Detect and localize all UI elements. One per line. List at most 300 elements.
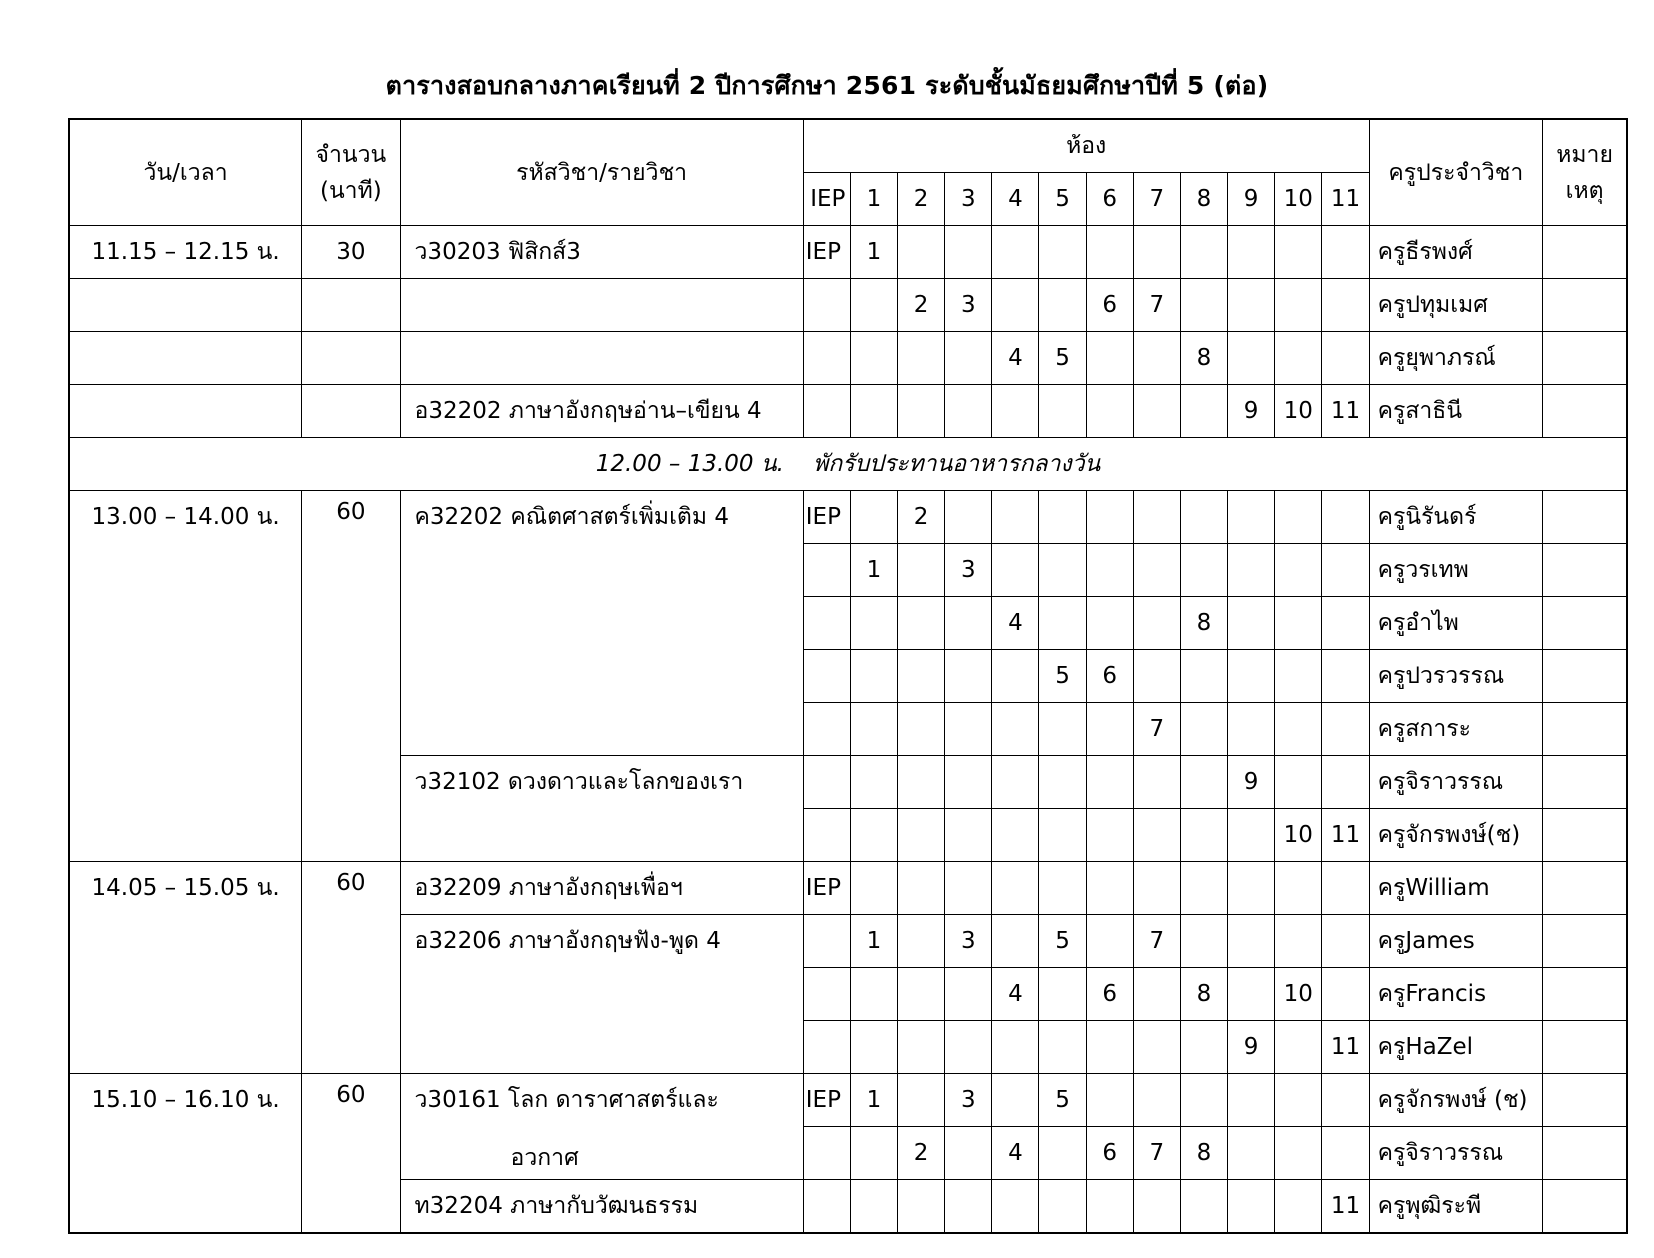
- subject-cell: [400, 1074, 803, 1180]
- room-cell: [992, 491, 1039, 544]
- room-cell: [850, 650, 897, 703]
- room-cell: [803, 915, 850, 968]
- header-subject: รหัสวิชา/รายวิชา: [400, 119, 803, 226]
- lunch-cell: [69, 438, 1627, 491]
- remark-cell: [1543, 915, 1627, 968]
- room-cell: [992, 809, 1039, 862]
- room-cell: [1086, 226, 1133, 279]
- room-cell: [1275, 1127, 1322, 1180]
- room-cell: [1133, 1021, 1180, 1074]
- table-row: [69, 1074, 1627, 1127]
- duration-cell: [302, 385, 400, 438]
- room-cell: [898, 703, 945, 756]
- remark-cell: [1543, 650, 1627, 703]
- room-cell: [1086, 915, 1133, 968]
- room-cell: [1275, 703, 1322, 756]
- header-room-10: 10: [1275, 173, 1322, 226]
- room-cell: [1039, 1180, 1086, 1234]
- room-cell: [1086, 1021, 1133, 1074]
- room-cell: [1039, 544, 1086, 597]
- room-cell: [992, 1180, 1039, 1234]
- room-cell: [850, 1127, 897, 1180]
- table-row: [69, 862, 1627, 915]
- header-room-5: 5: [1039, 173, 1086, 226]
- header-room-8: 8: [1180, 173, 1227, 226]
- room-cell: 5: [1039, 650, 1086, 703]
- room-cell: 3: [945, 279, 992, 332]
- room-cell: [803, 968, 850, 1021]
- header-room-4: 4: [992, 173, 1039, 226]
- header-duration: [302, 119, 400, 226]
- subject-cell: [400, 279, 803, 332]
- room-cell: [1133, 809, 1180, 862]
- room-cell: [945, 332, 992, 385]
- room-cell: [1039, 756, 1086, 809]
- room-cell: 8: [1180, 332, 1227, 385]
- room-cell: [945, 597, 992, 650]
- room-cell: [1322, 544, 1369, 597]
- room-cell: 5: [1039, 1074, 1086, 1127]
- room-cell: 8: [1180, 1127, 1227, 1180]
- room-cell: [1133, 1074, 1180, 1127]
- room-cell: 3: [945, 544, 992, 597]
- subject-cell: อ32202 ภาษาอังกฤษอ่าน–เขียน 4: [400, 385, 803, 438]
- room-cell: IEP: [803, 491, 850, 544]
- room-cell: [898, 756, 945, 809]
- room-cell: [1228, 809, 1275, 862]
- room-cell: [1180, 915, 1227, 968]
- room-cell: [1275, 915, 1322, 968]
- room-cell: [803, 756, 850, 809]
- header-room-iep: IEP: [803, 173, 850, 226]
- page-title: ตารางสอบกลางภาคเรียนที่ 2 ปีการศึกษา 2561 ระดับชั้นมัธยมศึกษาปีที่ 5 (ต่อ): [385, 71, 1269, 100]
- room-cell: [945, 650, 992, 703]
- room-cell: [1275, 650, 1322, 703]
- room-cell: [803, 1127, 850, 1180]
- room-cell: [1180, 756, 1227, 809]
- room-cell: [1275, 1074, 1322, 1127]
- room-cell: [1228, 915, 1275, 968]
- room-cell: [850, 597, 897, 650]
- room-cell: [1039, 703, 1086, 756]
- room-cell: [1086, 756, 1133, 809]
- room-cell: [1322, 279, 1369, 332]
- room-cell: [945, 385, 992, 438]
- room-cell: 3: [945, 915, 992, 968]
- remark-cell: [1543, 1180, 1627, 1234]
- lunch-row: [69, 438, 1627, 491]
- room-cell: [898, 332, 945, 385]
- subject-cell: ว30203 ฟิสิกส์3: [400, 226, 803, 279]
- room-cell: [945, 809, 992, 862]
- room-cell: [1228, 1127, 1275, 1180]
- room-cell: [803, 703, 850, 756]
- room-cell: [1275, 862, 1322, 915]
- room-cell: IEP: [803, 862, 850, 915]
- room-cell: [803, 544, 850, 597]
- room-cell: [1275, 597, 1322, 650]
- room-cell: 9: [1228, 385, 1275, 438]
- room-cell: [1275, 279, 1322, 332]
- room-cell: 4: [992, 968, 1039, 1021]
- room-cell: [850, 385, 897, 438]
- room-cell: [850, 1180, 897, 1234]
- room-cell: [898, 968, 945, 1021]
- room-cell: [1133, 597, 1180, 650]
- teacher-cell: ครูยุพาภรณ์: [1369, 332, 1543, 385]
- room-cell: [992, 544, 1039, 597]
- table-row: [69, 279, 1627, 332]
- room-cell: [1322, 968, 1369, 1021]
- room-cell: [1228, 491, 1275, 544]
- teacher-cell: ครูจิราวรรณ: [1369, 1127, 1543, 1180]
- lunch-time: 12.00 – 13.00 น.: [595, 451, 784, 477]
- room-cell: [1322, 491, 1369, 544]
- room-cell: [1086, 703, 1133, 756]
- teacher-cell: ครูพุฒิระพี: [1369, 1180, 1543, 1234]
- room-cell: [1133, 968, 1180, 1021]
- room-cell: 10: [1275, 385, 1322, 438]
- room-cell: [1228, 226, 1275, 279]
- room-cell: [945, 756, 992, 809]
- header-rooms: ห้อง: [803, 119, 1369, 173]
- room-cell: [992, 279, 1039, 332]
- room-cell: [1086, 332, 1133, 385]
- header-duration-line1: จำนวน: [315, 141, 387, 168]
- room-cell: IEP: [803, 226, 850, 279]
- teacher-cell: ครูFrancis: [1369, 968, 1543, 1021]
- remark-cell: [1543, 1021, 1627, 1074]
- header-room-2: 2: [898, 173, 945, 226]
- room-cell: [1086, 544, 1133, 597]
- room-cell: [992, 1021, 1039, 1074]
- header-remark: [1543, 119, 1627, 226]
- room-cell: 9: [1228, 1021, 1275, 1074]
- room-cell: [1133, 650, 1180, 703]
- room-cell: [898, 226, 945, 279]
- header-room-6: 6: [1086, 173, 1133, 226]
- room-cell: 8: [1180, 597, 1227, 650]
- teacher-cell: ครูWilliam: [1369, 862, 1543, 915]
- room-cell: [1322, 703, 1369, 756]
- room-cell: [803, 809, 850, 862]
- room-cell: [1180, 491, 1227, 544]
- room-cell: [1133, 1180, 1180, 1234]
- room-cell: [898, 1074, 945, 1127]
- room-cell: [850, 756, 897, 809]
- room-cell: 11: [1322, 809, 1369, 862]
- subject-cell: อ32209 ภาษาอังกฤษเพื่อฯ: [400, 862, 803, 915]
- remark-cell: [1543, 1074, 1627, 1127]
- room-cell: [1039, 226, 1086, 279]
- teacher-cell: ครูจักรพงษ์ (ช): [1369, 1074, 1543, 1127]
- subject-cell: ว32102 ดวงดาวและโลกของเรา: [400, 756, 803, 862]
- room-cell: [992, 1074, 1039, 1127]
- room-cell: [1039, 809, 1086, 862]
- room-cell: [1086, 597, 1133, 650]
- table-row: [69, 332, 1627, 385]
- room-cell: [1322, 226, 1369, 279]
- remark-cell: [1543, 332, 1627, 385]
- room-cell: [945, 968, 992, 1021]
- teacher-cell: ครูจักรพงษ์(ช): [1369, 809, 1543, 862]
- room-cell: [1228, 1074, 1275, 1127]
- room-cell: 7: [1133, 703, 1180, 756]
- remark-cell: [1543, 968, 1627, 1021]
- room-cell: [1039, 1127, 1086, 1180]
- room-cell: [1228, 703, 1275, 756]
- remark-cell: [1543, 862, 1627, 915]
- room-cell: [803, 650, 850, 703]
- room-cell: [1275, 491, 1322, 544]
- room-cell: [1133, 544, 1180, 597]
- room-cell: [898, 1180, 945, 1234]
- room-cell: 10: [1275, 809, 1322, 862]
- room-cell: [898, 862, 945, 915]
- room-cell: IEP: [803, 1074, 850, 1127]
- room-cell: [1133, 862, 1180, 915]
- room-cell: [1322, 862, 1369, 915]
- room-cell: [992, 650, 1039, 703]
- room-cell: [1322, 650, 1369, 703]
- teacher-cell: ครูJames: [1369, 915, 1543, 968]
- room-cell: 7: [1133, 1127, 1180, 1180]
- header-room-7: 7: [1133, 173, 1180, 226]
- room-cell: [1039, 1021, 1086, 1074]
- room-cell: [1275, 332, 1322, 385]
- room-cell: 4: [992, 332, 1039, 385]
- room-cell: [992, 385, 1039, 438]
- room-cell: [1133, 385, 1180, 438]
- room-cell: [1039, 385, 1086, 438]
- header-time: วัน/เวลา: [69, 119, 302, 226]
- room-cell: [1275, 544, 1322, 597]
- room-cell: [803, 279, 850, 332]
- room-cell: [850, 968, 897, 1021]
- room-cell: [1039, 862, 1086, 915]
- room-cell: [1228, 862, 1275, 915]
- header-room-9: 9: [1228, 173, 1275, 226]
- table-row: [69, 491, 1627, 544]
- room-cell: 3: [945, 1074, 992, 1127]
- room-cell: 11: [1322, 1021, 1369, 1074]
- room-cell: [1322, 1127, 1369, 1180]
- time-cell: 11.15 – 12.15 น.: [69, 226, 302, 279]
- room-cell: [850, 279, 897, 332]
- room-cell: [1322, 915, 1369, 968]
- teacher-cell: ครูปวรวรรณ: [1369, 650, 1543, 703]
- room-cell: [1275, 226, 1322, 279]
- room-cell: [1133, 332, 1180, 385]
- room-cell: [1275, 756, 1322, 809]
- room-cell: [1180, 1021, 1227, 1074]
- header-remark-line2: เหตุ: [1565, 177, 1604, 204]
- room-cell: [803, 597, 850, 650]
- teacher-cell: ครูอำไพ: [1369, 597, 1543, 650]
- teacher-cell: ครูจิราวรรณ: [1369, 756, 1543, 809]
- header-teacher: ครูประจำวิชา: [1369, 119, 1543, 226]
- room-cell: 5: [1039, 332, 1086, 385]
- subject-line1: ว30161 โลก ดาราศาสตร์และ: [414, 1087, 719, 1113]
- room-cell: [898, 597, 945, 650]
- room-cell: 11: [1322, 1180, 1369, 1234]
- time-cell: 13.00 – 14.00 น.: [69, 491, 302, 862]
- room-cell: [1086, 491, 1133, 544]
- room-cell: 1: [850, 1074, 897, 1127]
- room-cell: [945, 491, 992, 544]
- room-cell: [1180, 703, 1227, 756]
- remark-cell: [1543, 809, 1627, 862]
- subject-cell: อ32206 ภาษาอังกฤษฟัง-พูด 4: [400, 915, 803, 1074]
- remark-cell: [1543, 385, 1627, 438]
- room-cell: [1086, 1180, 1133, 1234]
- remark-cell: [1543, 279, 1627, 332]
- subject-cell: ค32202 คณิตศาสตร์เพิ่มเติม 4: [400, 491, 803, 756]
- room-cell: [850, 1021, 897, 1074]
- room-cell: [1322, 597, 1369, 650]
- room-cell: [1322, 1074, 1369, 1127]
- room-cell: [1228, 968, 1275, 1021]
- remark-cell: [1543, 1127, 1627, 1180]
- room-cell: 9: [1228, 756, 1275, 809]
- room-cell: [1228, 279, 1275, 332]
- room-cell: [850, 491, 897, 544]
- header-room-1: 1: [850, 173, 897, 226]
- room-cell: [803, 332, 850, 385]
- room-cell: [898, 1021, 945, 1074]
- room-cell: [1275, 1180, 1322, 1234]
- room-cell: [1180, 385, 1227, 438]
- room-cell: [1180, 279, 1227, 332]
- room-cell: [1322, 332, 1369, 385]
- room-cell: [803, 1021, 850, 1074]
- room-cell: [1228, 544, 1275, 597]
- room-cell: [850, 703, 897, 756]
- room-cell: [1180, 226, 1227, 279]
- room-cell: 11: [1322, 385, 1369, 438]
- room-cell: 4: [992, 597, 1039, 650]
- duration-cell: 30: [302, 226, 400, 279]
- room-cell: 6: [1086, 279, 1133, 332]
- room-cell: [1228, 1180, 1275, 1234]
- room-cell: 6: [1086, 968, 1133, 1021]
- room-cell: 2: [898, 1127, 945, 1180]
- remark-cell: [1543, 544, 1627, 597]
- header-remark-line1: หมาย: [1556, 141, 1613, 168]
- room-cell: 5: [1039, 915, 1086, 968]
- room-cell: 1: [850, 226, 897, 279]
- room-cell: [1180, 1074, 1227, 1127]
- room-cell: [1086, 809, 1133, 862]
- room-cell: [1180, 544, 1227, 597]
- room-cell: [1322, 756, 1369, 809]
- room-cell: [945, 226, 992, 279]
- room-cell: [898, 915, 945, 968]
- teacher-cell: ครูสาธินี: [1369, 385, 1543, 438]
- room-cell: [1133, 756, 1180, 809]
- room-cell: [1180, 862, 1227, 915]
- table-row: [69, 385, 1627, 438]
- room-cell: [1039, 968, 1086, 1021]
- room-cell: 1: [850, 915, 897, 968]
- time-cell: 15.10 – 16.10 น.: [69, 1074, 302, 1234]
- teacher-cell: ครูนิรันดร์: [1369, 491, 1543, 544]
- room-cell: [1086, 862, 1133, 915]
- room-cell: [992, 915, 1039, 968]
- room-cell: 6: [1086, 1127, 1133, 1180]
- room-cell: [1039, 597, 1086, 650]
- room-cell: [850, 332, 897, 385]
- room-cell: [1086, 385, 1133, 438]
- room-cell: [898, 385, 945, 438]
- room-cell: [945, 862, 992, 915]
- room-cell: 10: [1275, 968, 1322, 1021]
- table-row: [69, 226, 1627, 279]
- room-cell: 2: [898, 279, 945, 332]
- header-room-11: 11: [1322, 173, 1369, 226]
- room-cell: 4: [992, 1127, 1039, 1180]
- room-cell: [803, 1180, 850, 1234]
- room-cell: [1275, 1021, 1322, 1074]
- room-cell: [898, 544, 945, 597]
- time-cell: 14.05 – 15.05 น.: [69, 862, 302, 1074]
- room-cell: 7: [1133, 279, 1180, 332]
- room-cell: [992, 862, 1039, 915]
- time-cell: [69, 385, 302, 438]
- room-cell: [992, 756, 1039, 809]
- duration-cell: [302, 279, 400, 332]
- room-cell: [992, 703, 1039, 756]
- duration-cell: 60: [302, 862, 400, 1074]
- duration-cell: [302, 332, 400, 385]
- room-cell: 7: [1133, 915, 1180, 968]
- header-duration-line2: (นาที): [319, 177, 382, 204]
- room-cell: [803, 385, 850, 438]
- duration-cell: 60: [302, 1074, 400, 1234]
- subject-cell: [400, 332, 803, 385]
- room-cell: [850, 809, 897, 862]
- room-cell: [1180, 650, 1227, 703]
- remark-cell: [1543, 756, 1627, 809]
- header-room-3: 3: [945, 173, 992, 226]
- remark-cell: [1543, 226, 1627, 279]
- subject-cell: ท32204 ภาษากับวัฒนธรรม: [400, 1180, 803, 1234]
- remark-cell: [1543, 491, 1627, 544]
- teacher-cell: ครูธีรพงศ์: [1369, 226, 1543, 279]
- teacher-cell: ครูHaZel: [1369, 1021, 1543, 1074]
- room-cell: [1039, 491, 1086, 544]
- room-cell: [898, 809, 945, 862]
- room-cell: [1180, 1180, 1227, 1234]
- room-cell: [898, 650, 945, 703]
- room-cell: [1228, 597, 1275, 650]
- room-cell: [1133, 226, 1180, 279]
- teacher-cell: ครูวรเทพ: [1369, 544, 1543, 597]
- room-cell: 6: [1086, 650, 1133, 703]
- remark-cell: [1543, 703, 1627, 756]
- room-cell: [945, 1127, 992, 1180]
- teacher-cell: ครูปทุมเมศ: [1369, 279, 1543, 332]
- room-cell: [1228, 332, 1275, 385]
- exam-schedule-table: [68, 118, 1628, 1234]
- room-cell: [1133, 491, 1180, 544]
- time-cell: [69, 332, 302, 385]
- room-cell: [1039, 279, 1086, 332]
- room-cell: [1086, 1074, 1133, 1127]
- time-cell: [69, 279, 302, 332]
- teacher-cell: ครูสการะ: [1369, 703, 1543, 756]
- lunch-text: พักรับประทานอาหารกลางวัน: [813, 451, 1101, 477]
